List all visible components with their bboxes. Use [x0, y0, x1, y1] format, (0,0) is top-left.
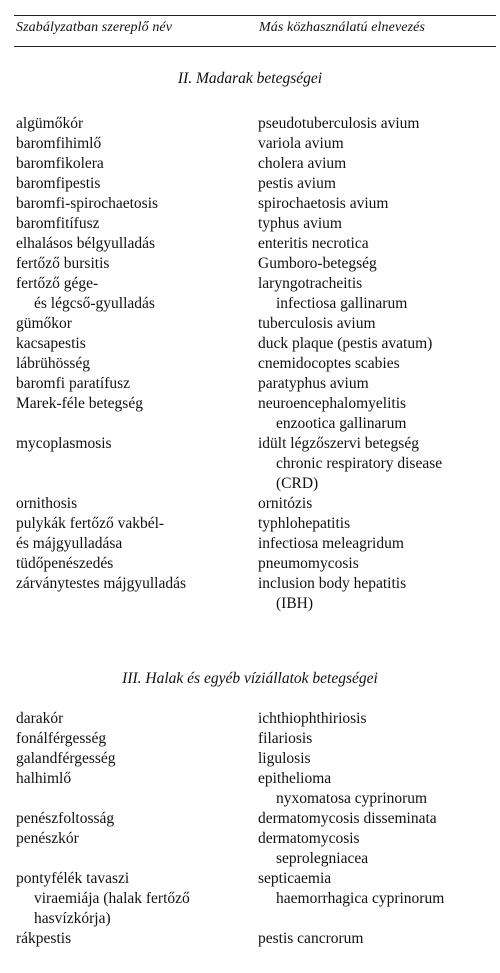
common-name-cell: Gumboro-betegség [258, 255, 377, 272]
common-name-cell: pneumomycosis [258, 555, 359, 572]
table-row [0, 454, 500, 474]
common-name-cell: pseudotuberculosis avium [258, 115, 420, 132]
table-row [0, 769, 500, 789]
table-row [0, 414, 500, 434]
table-row [0, 514, 500, 534]
common-name-cell: typhlohepatitis [258, 515, 351, 532]
common-name-cell: chronic respiratory disease [276, 455, 443, 472]
regulation-name-cell: és májgyulladása [16, 535, 123, 552]
common-name-cell: dermatomycosis [258, 830, 360, 847]
regulation-name-cell: darakór [16, 710, 64, 727]
table-row [0, 554, 500, 574]
common-name-cell: paratyphus avium [258, 375, 369, 392]
regulation-name-cell: zárványtestes májgyulladás [16, 575, 187, 592]
regulation-name-cell: fonálférgesség [16, 730, 107, 747]
table-row [0, 334, 500, 354]
regulation-name-cell: galandférgesség [16, 750, 116, 767]
common-name-cell: enteritis necrotica [258, 235, 369, 252]
common-name-cell: enzootica gallinarum [276, 415, 407, 432]
table-row [0, 274, 500, 294]
common-name-cell: duck plaque (pestis avatum) [258, 335, 433, 352]
table-row [0, 574, 500, 594]
common-name-cell: infectiosa gallinarum [276, 295, 408, 312]
regulation-name-cell: rákpestis [16, 930, 72, 947]
table-row [0, 869, 500, 889]
section-title-fish: III. Halak és egyéb víziállatok betegségei [122, 670, 378, 687]
table-row [0, 494, 500, 514]
regulation-name-cell: lábrühösség [16, 355, 91, 372]
table-row [0, 749, 500, 769]
common-name-cell: (CRD) [276, 475, 319, 492]
table-row [0, 594, 500, 614]
table-row [0, 394, 500, 414]
common-name-cell: inclusion body hepatitis [258, 575, 407, 592]
regulation-name-cell: mycoplasmosis [16, 435, 112, 452]
table-row [0, 314, 500, 334]
common-name-cell: ligulosis [258, 750, 311, 767]
regulation-name-cell: fertőző gége- [16, 275, 99, 292]
common-name-cell: (IBH) [276, 595, 314, 612]
table-row [0, 849, 500, 869]
table-row [0, 134, 500, 154]
common-name-cell: cnemidocoptes scabies [258, 355, 400, 372]
section-title-birds: II. Madarak betegségei [177, 70, 323, 87]
common-name-cell: pestis avium [258, 175, 336, 192]
regulation-name-cell: ornithosis [16, 495, 78, 512]
regulation-name-cell: baromfi-spirochaetosis [16, 195, 159, 212]
common-name-cell: tuberculosis avium [258, 315, 376, 332]
table-row [0, 789, 500, 809]
regulation-name-cell: baromfitífusz [16, 215, 100, 232]
common-name-cell: infectiosa meleagridum [258, 535, 404, 552]
common-name-cell: laryngotracheitis [258, 275, 363, 292]
regulation-name-cell: Marek-féle betegség [16, 395, 143, 412]
table-row [0, 889, 500, 909]
table-row [0, 474, 500, 494]
regulation-name-cell: viraemiája (halak fertőző [34, 890, 190, 907]
table-row [0, 809, 500, 829]
regulation-name-cell: baromfikolera [16, 155, 104, 172]
common-name-cell: cholera avium [258, 155, 347, 172]
table-row [0, 434, 500, 454]
section-birds-rows [0, 114, 500, 614]
common-name-cell: dermatomycosis disseminata [258, 810, 437, 827]
table-row [0, 534, 500, 554]
column-header-common-name: Más közhasználatú elnevezés [259, 20, 426, 35]
regulation-name-cell: baromfipestis [16, 175, 101, 192]
table-row [0, 114, 500, 134]
common-name-cell: epithelioma [258, 770, 332, 787]
common-name-cell: spirochaetosis avium [258, 195, 389, 212]
regulation-name-cell: algümőkór [16, 115, 84, 132]
regulation-name-cell: baromfihimlő [16, 135, 102, 152]
section-fish-rows [0, 709, 500, 949]
table-row [0, 214, 500, 234]
regulation-name-cell: halhimlő [16, 770, 72, 787]
column-header-regulation-name: Szabályzatban szereplő név [16, 20, 173, 35]
regulation-name-cell: elhalásos bélgyulladás [16, 235, 156, 252]
table-row [0, 254, 500, 274]
common-name-cell: septicaemia [258, 870, 332, 887]
table-row [0, 929, 500, 949]
table-row [0, 174, 500, 194]
regulation-name-cell: penészkór [16, 830, 79, 847]
common-name-cell: filariosis [258, 730, 313, 747]
regulation-name-cell: gümőkor [16, 315, 72, 332]
regulation-name-cell: fertőző bursitis [16, 255, 110, 272]
table-row [0, 194, 500, 214]
regulation-name-cell: penészfoltosság [16, 810, 115, 827]
table-row [0, 829, 500, 849]
common-name-cell: seprolegniacea [276, 850, 369, 867]
regulation-name-cell: baromfi paratífusz [16, 375, 131, 392]
table-row [0, 709, 500, 729]
table-row [0, 354, 500, 374]
common-name-cell: ichthiophthiriosis [258, 710, 367, 727]
regulation-name-cell: pontyfélék tavaszi [16, 870, 130, 887]
table-row [0, 374, 500, 394]
table-row [0, 294, 500, 314]
regulation-name-cell: kacsapestis [16, 335, 86, 352]
common-name-cell: variola avium [258, 135, 344, 152]
regulation-name-cell: tüdőpenészedés [16, 555, 114, 572]
common-name-cell: haemorrhagica cyprinorum [276, 890, 445, 907]
top-rule [14, 15, 496, 16]
header-rule [14, 46, 496, 47]
common-name-cell: nyxomatosa cyprinorum [276, 790, 428, 807]
common-name-cell: neuroencephalomyelitis [258, 395, 407, 412]
regulation-name-cell: és légcső-gyulladás [34, 295, 155, 312]
table-row [0, 909, 500, 929]
common-name-cell: ornitózis [258, 495, 313, 512]
regulation-name-cell: pulykák fertőző vakbél- [16, 515, 165, 532]
table-row [0, 234, 500, 254]
common-name-cell: typhus avium [258, 215, 342, 232]
common-name-cell: idült légzőszervi betegség [258, 435, 419, 452]
table-row [0, 729, 500, 749]
regulation-name-cell: hasvízkórja) [34, 910, 111, 927]
common-name-cell: pestis cancrorum [258, 930, 364, 947]
table-row [0, 154, 500, 174]
